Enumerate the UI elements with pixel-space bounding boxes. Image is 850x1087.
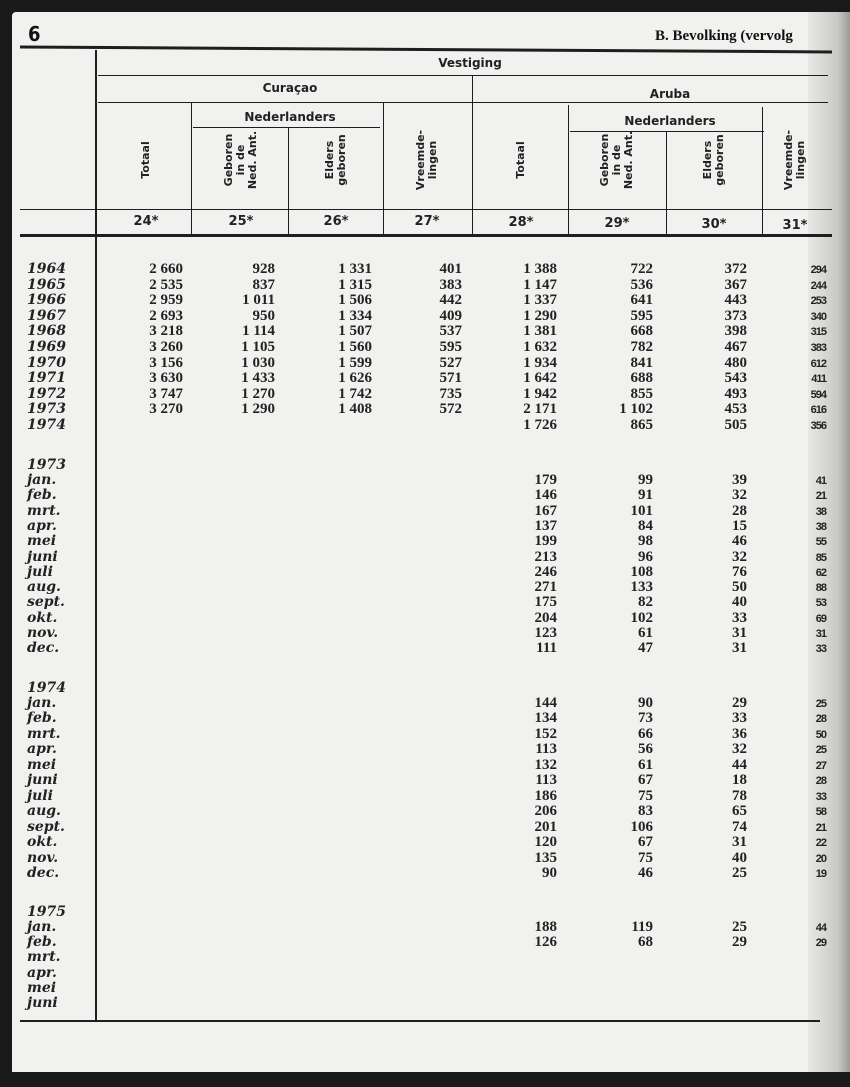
table-cell: 2 535 [149,276,183,293]
table-cell: 213 [534,548,557,565]
table-cell: 837 [252,276,275,293]
header-nederlanders-aruba: Nederlanders [624,114,716,128]
row-label: feb. [27,487,57,504]
table-cell: 356 [810,420,826,432]
table-cell: 33 [815,790,826,803]
table-cell: 22 [815,837,826,850]
table-cell: 253 [810,295,826,308]
column-number-aruba-1: 29* [604,216,630,231]
row-label: mei [27,756,57,773]
table-cell: 58 [815,806,826,819]
row-label: jan. [27,695,57,711]
table-cell: 119 [631,919,653,935]
table-cell: 25 [815,744,826,757]
column-header-aruba-1: Geboren in de Ned. Ant. [598,130,635,190]
table-cell: 137 [534,517,557,534]
table-cell: 572 [439,401,462,418]
row-label: 1971 [27,370,66,387]
table-cell: 75 [638,787,653,804]
row-label: mei [27,979,57,996]
table-cell: 88 [815,582,826,595]
stub-divider [95,50,97,1020]
table-cell: 383 [810,342,826,354]
table-cell: 38 [815,505,826,518]
table-cell: 146 [534,487,557,504]
table-cell: 126 [534,934,557,951]
table-cell: 1 507 [338,323,372,340]
table-cell: 1 560 [338,339,372,355]
row-label: apr. [27,517,57,534]
table-cell: 668 [630,323,653,340]
table-cell: 505 [724,417,747,433]
table-cell: 537 [439,323,462,340]
table-cell: 179 [534,472,557,488]
table-cell: 66 [638,725,653,742]
row-label: 1973 [27,401,66,418]
table-cell: 25 [732,919,747,935]
table-cell: 73 [638,710,653,727]
table-cell: 38 [815,520,826,533]
row-label: dec. [27,864,60,881]
table-cell: 90 [638,695,653,711]
col-divider [191,103,192,236]
table-cell: 90 [542,864,557,881]
table-cell: 1 742 [338,385,372,402]
rule-island [98,102,828,103]
table-cell: 61 [638,625,653,641]
table-cell: 61 [638,756,653,773]
table-cell: 246 [534,563,557,580]
column-number-curacao-2: 26* [323,214,349,229]
table-cell: 85 [815,551,826,564]
table-cell: 409 [439,307,462,324]
table-cell: 3 218 [149,323,183,340]
table-cell: 47 [638,640,653,657]
column-number-curacao-3: 27* [414,214,440,229]
table-cell: 3 630 [149,370,183,387]
column-number-curacao-0: 24* [133,214,159,229]
row-label: sept. [27,594,65,611]
table-cell: 401 [439,261,462,277]
rule-vestiging [98,75,828,76]
row-label: mrt. [27,725,61,742]
table-cell: 383 [439,276,462,293]
table-cell: 480 [724,354,747,371]
table-cell: 367 [724,276,747,293]
table-cell: 99 [638,472,653,488]
table-cell: 91 [638,487,653,504]
table-cell: 40 [732,849,747,866]
table-cell: 1 030 [241,354,275,371]
table-cell: 1 290 [523,307,557,324]
period-year-label: 1973 [27,457,66,473]
header-vestiging: Vestiging [438,56,502,70]
row-label: nov. [27,849,59,866]
table-cell: 2 171 [523,401,557,418]
table-cell: 206 [534,803,557,820]
row-label: 1969 [27,339,66,355]
table-cell: 1 388 [523,261,557,277]
table-cell: 144 [534,695,557,711]
table-cell: 1 102 [619,401,653,418]
table-cell: 199 [534,533,557,550]
table-cell: 595 [439,339,462,355]
table-cell: 53 [815,597,826,610]
table-cell: 782 [630,339,653,355]
table-cell: 411 [811,373,826,386]
table-cell: 1 381 [523,323,557,340]
table-cell: 950 [252,307,275,324]
table-cell: 1 105 [241,339,275,355]
table-cell: 134 [534,710,557,727]
table-cell: 55 [815,536,826,549]
table-cell: 68 [638,934,653,951]
row-label: apr. [27,964,57,981]
row-label: juli [27,787,53,804]
row-label: mrt. [27,502,61,519]
table-cell: 722 [630,261,653,277]
section-title: B. Bevolking (vervolg [655,28,793,44]
row-label: sept. [27,818,65,835]
row-label: jan. [27,472,57,488]
table-cell: 27 [815,759,826,772]
table-cell: 67 [638,834,653,851]
row-label: 1970 [27,354,66,371]
table-cell: 33 [732,710,747,727]
table-cell: 244 [810,279,826,292]
table-cell: 3 260 [149,339,183,355]
table-cell: 167 [534,502,557,519]
table-cell: 76 [732,563,747,580]
table-cell: 493 [724,385,747,402]
row-label: 1965 [27,276,66,293]
table-cell: 1 147 [523,276,557,293]
table-cell: 188 [534,919,557,935]
table-cell: 865 [630,417,653,433]
column-number-aruba-0: 28* [508,215,534,230]
table-cell: 25 [815,698,826,710]
table-cell: 616 [810,404,826,417]
table-cell: 106 [630,818,653,835]
table-cell: 44 [815,922,826,934]
table-cell: 21 [815,821,826,834]
table-cell: 20 [815,852,826,865]
row-label: 1968 [27,323,66,340]
row-label: 1974 [27,417,66,433]
table-cell: 113 [535,741,557,758]
row-label: aug. [27,579,61,596]
table-cell: 46 [638,864,653,881]
table-cell: 18 [732,772,747,789]
table-cell: 44 [732,756,747,773]
table-cell: 928 [252,261,275,277]
table-cell: 123 [534,625,557,641]
table-cell: 1 334 [338,307,372,324]
table-cell: 595 [630,307,653,324]
table-cell: 133 [630,579,653,596]
column-number-curacao-1: 25* [228,214,254,229]
header-nederlanders-curacao: Nederlanders [244,110,336,124]
table-cell: 1 942 [523,385,557,402]
row-label: juni [27,995,58,1011]
table-cell: 1 934 [523,354,557,371]
table-cell: 31 [732,834,747,851]
table-cell: 467 [724,339,747,355]
table-cell: 29 [815,937,826,950]
period-year-label: 1974 [27,680,66,696]
table-cell: 271 [534,579,557,596]
table-cell: 1 626 [338,370,372,387]
table-cell: 31 [732,640,747,657]
row-label: jan. [27,919,57,935]
table-cell: 32 [732,548,747,565]
table-cell: 340 [810,310,826,323]
table-cell: 32 [732,487,747,504]
table-cell: 96 [638,548,653,565]
table-cell: 39 [732,472,747,488]
table-cell: 15 [732,517,747,534]
table-cell: 175 [534,594,557,611]
table-cell: 398 [724,323,747,340]
header-curacao: Curaçao [262,81,318,95]
row-label: mei [27,533,57,550]
table-cell: 19 [815,867,826,880]
table-cell: 83 [638,803,653,820]
table-cell: 69 [815,612,826,625]
table-cell: 75 [638,849,653,866]
table-cell: 132 [534,756,557,773]
table-cell: 32 [732,741,747,758]
table-cell: 1 011 [242,292,275,309]
table-cell: 1 331 [338,261,372,277]
table-cell: 41 [815,475,826,487]
table-cell: 40 [732,594,747,611]
table-cell: 641 [630,292,653,309]
table-cell: 3 270 [149,401,183,418]
table-cell: 735 [439,385,462,402]
table-cell: 1 290 [241,401,275,418]
row-label: okt. [27,609,58,626]
row-label: nov. [27,625,59,641]
row-label: feb. [27,934,57,951]
table-cell: 453 [724,401,747,418]
col-divider [762,107,763,236]
table-cell: 101 [630,502,653,519]
table-cell: 1 315 [338,276,372,293]
table-cell: 113 [535,772,557,789]
table-cell: 2 959 [149,292,183,309]
table-cell: 74 [732,818,747,835]
row-label: 1964 [27,261,66,277]
column-header-curacao-3: Vreemde- lingen [414,129,439,191]
rule-header-bottom [20,234,832,237]
table-cell: 78 [732,787,747,804]
table-cell: 46 [732,533,747,550]
row-label: apr. [27,741,57,758]
table-cell: 152 [534,725,557,742]
table-cell: 1 433 [241,370,275,387]
island-divider [472,76,473,236]
row-label: mrt. [27,949,61,966]
table-cell: 98 [638,533,653,550]
table-cell: 135 [534,849,557,866]
bottom-rule [20,1020,820,1022]
period-year-label: 1975 [27,904,66,920]
table-cell: 102 [630,609,653,626]
table-cell: 28 [815,713,826,726]
row-label: okt. [27,834,58,851]
table-cell: 688 [630,370,653,387]
table-cell: 536 [630,276,653,293]
table-cell: 1 726 [523,417,557,433]
table-cell: 612 [810,357,826,370]
row-label: dec. [27,640,60,657]
table-cell: 1 506 [338,292,372,309]
table-cell: 50 [732,579,747,596]
table-cell: 31 [815,628,826,640]
table-cell: 67 [638,772,653,789]
table-cell: 571 [439,370,462,387]
table-cell: 372 [724,261,747,277]
table-cell: 841 [630,354,653,371]
table-cell: 28 [815,775,826,788]
table-cell: 31 [732,625,747,641]
table-cell: 33 [815,643,826,656]
table-cell: 442 [439,292,462,309]
table-cell: 36 [732,725,747,742]
table-cell: 1 632 [523,339,557,355]
table-cell: 25 [732,864,747,881]
col-divider [288,127,289,236]
table-cell: 204 [534,609,557,626]
table-cell: 443 [724,292,747,309]
row-label: juni [27,548,58,565]
table-cell: 21 [815,490,826,503]
rule-colnums-top [20,209,832,210]
row-label: feb. [27,710,57,727]
row-label: 1966 [27,292,66,309]
table-cell: 543 [724,370,747,387]
table-cell: 108 [630,563,653,580]
row-label: 1972 [27,385,66,402]
table-cell: 1 599 [338,354,372,371]
table-cell: 3 156 [149,354,183,371]
table-cell: 56 [638,741,653,758]
col-divider [666,131,667,236]
table-cell: 201 [534,818,557,835]
table-cell: 1 114 [242,323,275,340]
table-cell: 1 337 [523,292,557,309]
col-divider [383,103,384,236]
table-cell: 294 [810,264,826,276]
table-cell: 1 642 [523,370,557,387]
column-header-curacao-1: Geboren in de Ned. Ant. [222,130,259,190]
table-cell: 65 [732,803,747,820]
row-label: juli [27,563,53,580]
row-label: 1967 [27,307,66,324]
column-header-curacao-0: Totaal [139,141,152,179]
column-header-aruba-2: Elders geboren [701,134,726,186]
column-header-aruba-0: Totaal [514,141,527,179]
table-cell: 1 408 [338,401,372,418]
column-header-curacao-2: Elders geboren [323,134,348,186]
table-cell: 28 [732,502,747,519]
row-label: aug. [27,803,61,820]
col-divider [568,105,569,236]
table-cell: 594 [810,388,826,401]
table-cell: 29 [732,695,747,711]
table-cell: 120 [534,834,557,851]
table-cell: 50 [815,728,826,741]
table-cell: 186 [534,787,557,804]
table-cell: 111 [536,640,557,657]
table-cell: 1 270 [241,385,275,402]
column-number-aruba-2: 30* [701,217,727,232]
page-number: 6 [28,22,41,46]
table-cell: 315 [810,326,826,339]
table-cell: 373 [724,307,747,324]
table-cell: 527 [439,354,462,371]
table-cell: 84 [638,517,653,534]
table-cell: 2 660 [149,261,183,277]
table-cell: 3 747 [149,385,183,402]
column-header-aruba-3: Vreemde- lingen [782,129,807,191]
table-cell: 855 [630,385,653,402]
header-aruba: Aruba [649,87,691,101]
table-cell: 82 [638,594,653,611]
table-cell: 2 693 [149,307,183,324]
table-cell: 29 [732,934,747,951]
table-cell: 33 [732,609,747,626]
column-number-aruba-3: 31* [782,218,808,233]
table-cell: 62 [815,566,826,579]
row-label: juni [27,772,58,789]
